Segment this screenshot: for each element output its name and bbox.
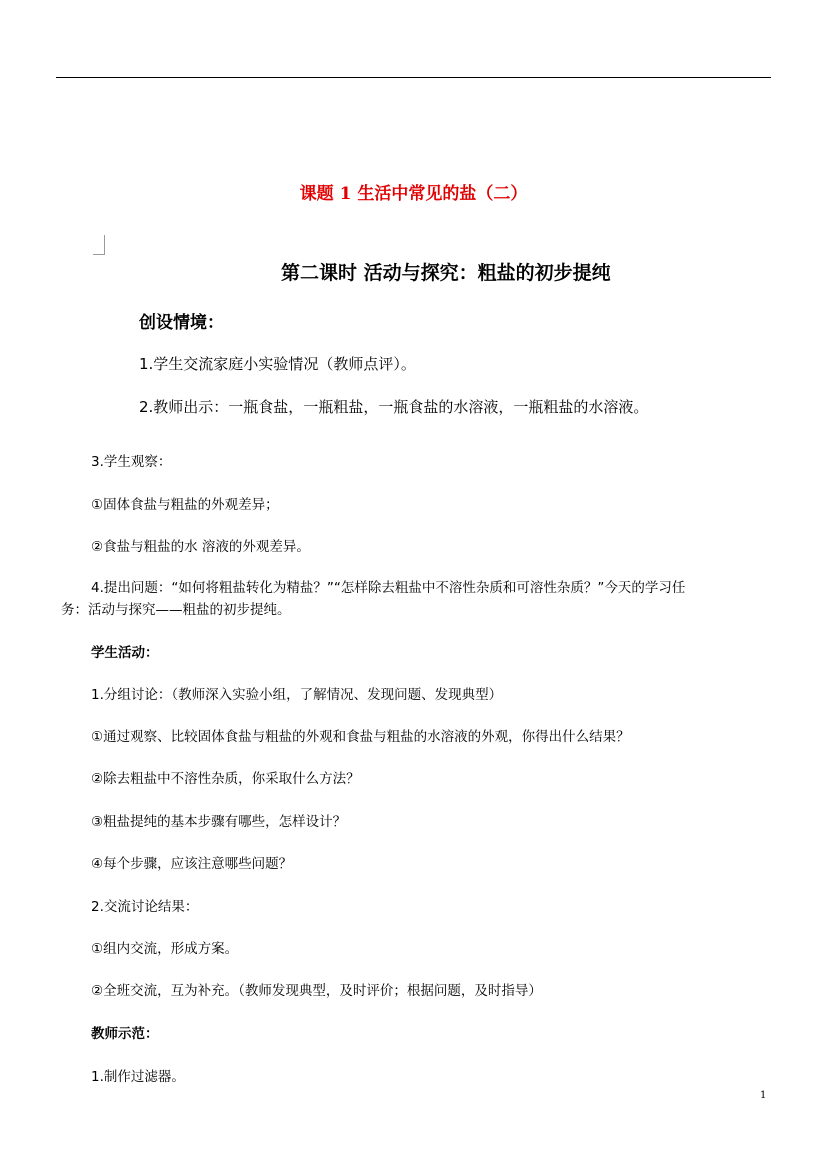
activity-heading: 学生活动： — [91, 645, 159, 661]
activity-result-item-2: ②全班交流，互为补充。（教师发现典型，及时评价；根据问题，及时指导） — [91, 983, 542, 999]
observe-item-2: ②食盐与粗盐的水 溶液的外观差异。 — [91, 539, 310, 555]
activity-item-3: ③粗盐提纯的基本步骤有哪些，怎样设计？ — [91, 814, 347, 830]
header-rule — [56, 77, 771, 78]
question-line-1: 4.提出问题：“如何将粗盐转化为精盐？”“怎样除去粗盐中不溶性杂质和可溶性杂质？”今天的学习任 — [91, 580, 686, 596]
activity-result-item-1: ①组内交流，形成方案。 — [91, 941, 239, 957]
demo-heading: 教师示范： — [91, 1026, 159, 1042]
page-number: 1 — [760, 1090, 767, 1101]
document-title: 课题 1 生活中常见的盐（二） — [299, 184, 528, 204]
scenario-heading: 创设情境： — [139, 313, 224, 333]
question-line-2: 务：活动与探究——粗盐的初步提纯。 — [61, 602, 291, 618]
scenario-item-1: 1.学生交流家庭小实验情况（教师点评）。 — [139, 355, 416, 373]
margin-corner-mark — [93, 235, 105, 255]
observe-label: 3.学生观察： — [91, 454, 172, 470]
observe-item-1: ①固体食盐与粗盐的外观差异； — [91, 497, 279, 513]
activity-item-2: ②除去粗盐中不溶性杂质，你采取什么方法？ — [91, 771, 360, 787]
demo-item-1: 1.制作过滤器。 — [91, 1069, 185, 1085]
activity-group-discussion: 1.分组讨论：（教师深入实验小组，了解情况、发现问题、发现典型） — [91, 687, 503, 703]
lesson-subtitle: 第二课时 活动与探究：粗盐的初步提纯 — [281, 262, 611, 284]
activity-item-4: ④每个步骤，应该注意哪些问题？ — [91, 856, 293, 872]
activity-item-1: ①通过观察、比较固体食盐与粗盐的外观和食盐与粗盐的水溶液的外观，你得出什么结果？ — [91, 729, 630, 745]
scenario-item-2: 2.教师出示：一瓶食盐，一瓶粗盐，一瓶食盐的水溶液，一瓶粗盐的水溶液。 — [139, 398, 649, 416]
activity-result-label: 2.交流讨论结果： — [91, 899, 199, 915]
